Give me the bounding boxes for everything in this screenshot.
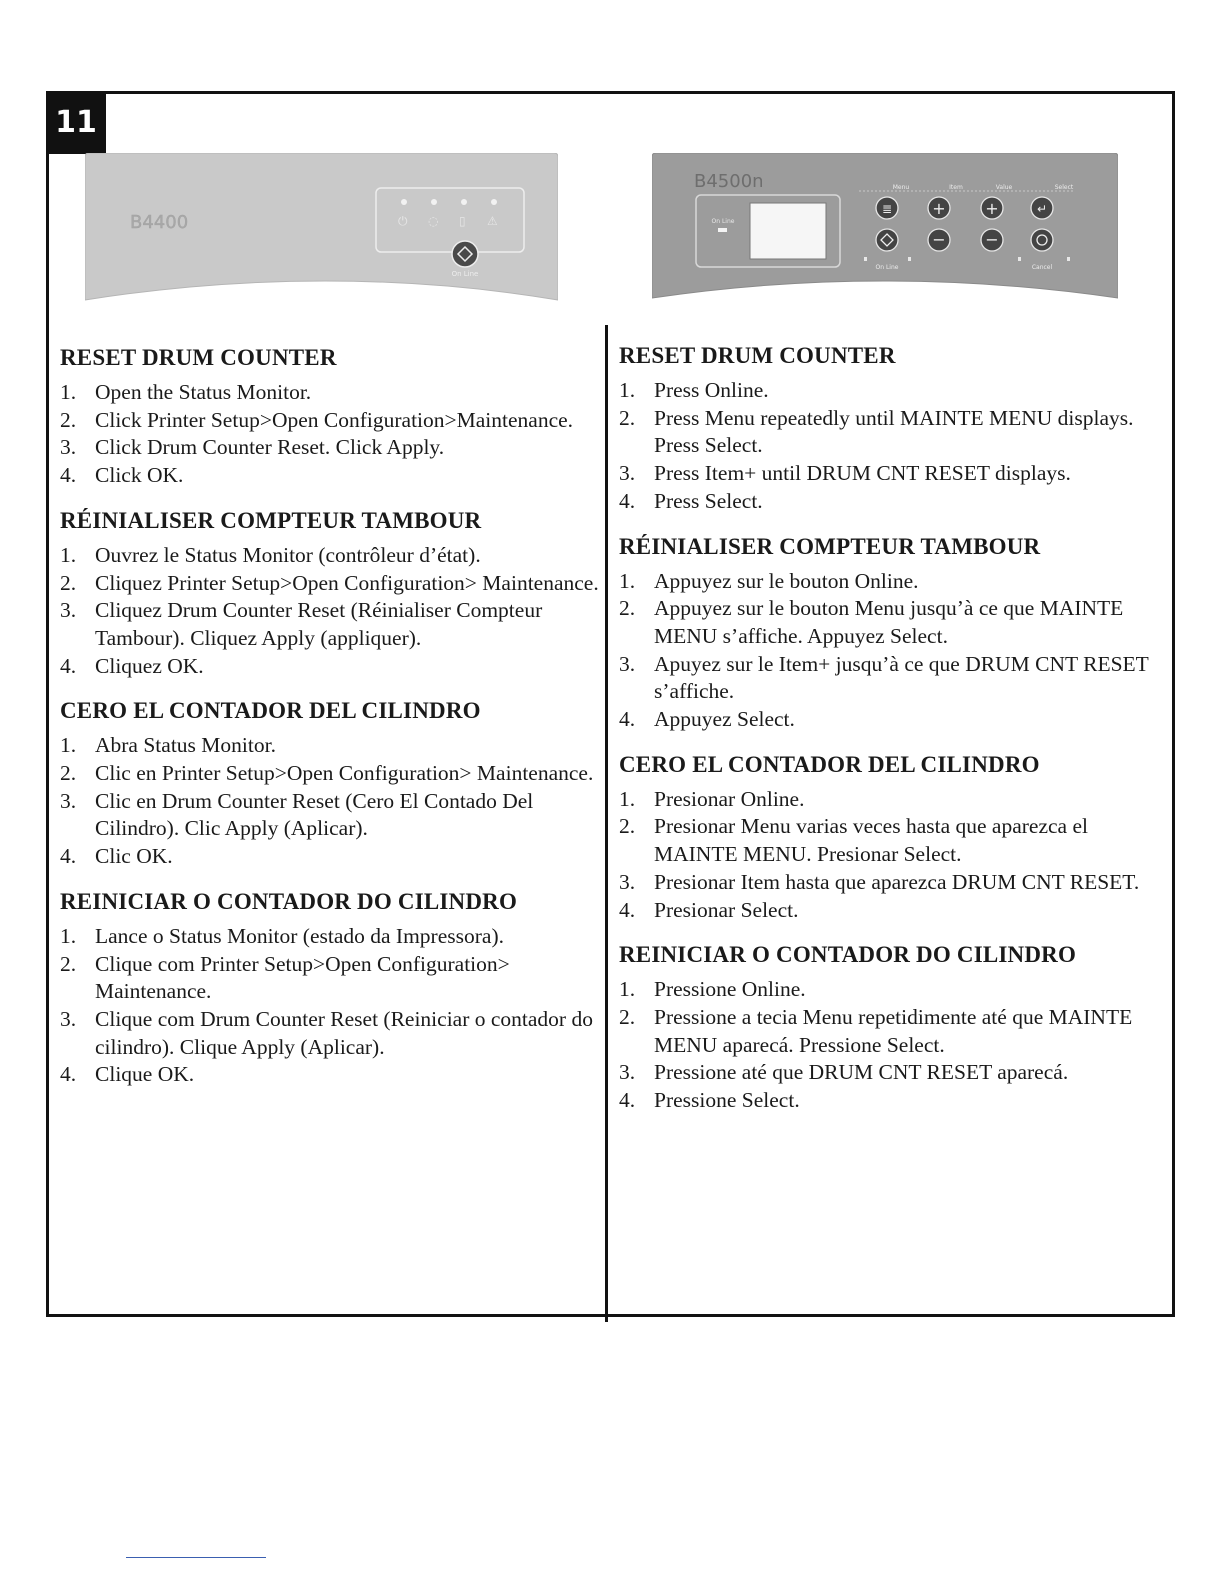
step-number: 3. [60, 598, 77, 623]
step-number: 3. [60, 435, 77, 460]
step-item [60, 597, 605, 652]
step-item [60, 843, 605, 871]
step-number: 3. [619, 1060, 636, 1085]
step-text: Pressione Select. [654, 1088, 800, 1113]
b4400-online-label: On Line [451, 270, 479, 278]
step-number: 3. [619, 461, 636, 486]
online-led [718, 228, 727, 232]
item-label: Item [949, 184, 963, 191]
step-list [60, 923, 605, 1089]
step-text: Pressione a tecia Menu repetidimente até que MAINTE MENU aparecá. Pressione Select. [654, 1004, 1133, 1057]
step-number: 3. [60, 1006, 77, 1031]
left-instructions [60, 343, 605, 1105]
step-number: 1. [619, 378, 636, 402]
step-text: Click OK. [95, 463, 184, 488]
step-number: 4. [60, 653, 77, 678]
step-number: 2. [60, 951, 77, 976]
step-number: 1. [619, 786, 636, 811]
step-number: 4. [619, 897, 636, 922]
cancel-label: Cancel [1031, 264, 1053, 271]
step-item [60, 653, 605, 681]
step-text: Cliquez Printer Setup>Open Configuration> Maintenance. [95, 570, 599, 595]
step-number: 2. [619, 1004, 636, 1029]
footer-rule [126, 1557, 266, 1558]
step-text: Clic OK. [95, 844, 173, 869]
step-number: 4. [60, 844, 77, 869]
instruction-section [619, 750, 1164, 925]
b4500n-model-label: B4500n [694, 171, 764, 192]
step-text: Abra Status Monitor. [95, 733, 276, 758]
step-text: Presionar Select. [654, 897, 799, 922]
section-title: RESET DRUM COUNTER [619, 343, 896, 368]
step-item [60, 1061, 605, 1089]
step-item [60, 542, 605, 570]
b4500n-online-led-label: On Line [711, 218, 735, 225]
step-list [619, 568, 1164, 734]
step-text: Presionar Item hasta que aparezca DRUM CNT RESET. [654, 869, 1140, 894]
step-text: Appuyez sur le bouton Online. [654, 568, 919, 593]
plus-icon: + [932, 199, 946, 218]
step-text: Clic en Printer Setup>Open Configuration> Maintenance. [95, 761, 594, 786]
indicator-led [864, 257, 867, 261]
warning-icon: ⚠ [487, 214, 498, 228]
menu-icon: ≣ [881, 202, 893, 216]
right-instructions [619, 341, 1164, 1131]
step-text: Appuyez Select. [654, 707, 795, 732]
step-number: 2. [619, 596, 636, 621]
instruction-section [619, 341, 1164, 516]
value-label: Value [995, 184, 1013, 191]
step-item [619, 488, 1164, 516]
instruction-section [60, 343, 605, 490]
step-item [619, 813, 1164, 868]
plus-icon: + [985, 199, 999, 218]
instruction-section [60, 887, 605, 1089]
step-number: 1. [60, 923, 77, 948]
step-list [619, 377, 1164, 516]
ready-icon: ◌ [428, 214, 439, 228]
step-number: 1. [60, 733, 77, 758]
step-item [619, 869, 1164, 897]
step-number: 1. [619, 977, 636, 1002]
step-item [619, 405, 1164, 460]
indicator-led [1018, 257, 1021, 261]
select-label: Select [1054, 184, 1074, 191]
b4500n-online-label: On Line [875, 264, 899, 271]
step-item [619, 568, 1164, 596]
step-item [60, 462, 605, 490]
step-number: 4. [619, 707, 636, 732]
step-item [619, 1087, 1164, 1115]
b4500n-control-panel [652, 153, 1118, 301]
step-item [619, 706, 1164, 734]
step-number: 4. [60, 463, 77, 488]
step-number: 4. [619, 488, 636, 513]
online-button [452, 241, 478, 267]
step-list [619, 976, 1164, 1115]
step-number-badge: 11 [46, 91, 106, 154]
section-title: REINICIAR O CONTADOR DO CILINDRO [60, 888, 518, 914]
step-number: 4. [60, 1062, 77, 1087]
step-number: 2. [60, 570, 77, 595]
step-text: Press Select. [654, 488, 763, 513]
step-number: 1. [60, 542, 77, 567]
section-title: CERO EL CONTADOR DEL CILINDRO [60, 698, 481, 724]
step-item [60, 760, 605, 788]
led-ready [431, 199, 437, 205]
paper-icon: ▯ [459, 214, 466, 228]
step-text: Open the Status Monitor. [95, 380, 312, 404]
step-list [60, 732, 605, 871]
step-text: Pressione até que DRUM CNT RESET aparecá. [654, 1060, 1069, 1085]
instruction-section [619, 940, 1164, 1115]
step-text: Clic en Drum Counter Reset (Cero El Contado Del Cilindro). Clic Apply (Aplicar). [95, 788, 534, 841]
step-text: Press Online. [654, 378, 769, 402]
step-text: Apuyez sur le Item+ jusqu’à ce que DRUM CNT RESET s’affiche. [654, 651, 1149, 704]
minus-icon: − [932, 230, 946, 249]
step-text: Appuyez sur le bouton Menu jusqu’à ce que MAINTE MENU s’affiche. Appuyez Select. [654, 596, 1124, 648]
step-number: 2. [619, 405, 636, 430]
step-text: Cliquez Drum Counter Reset (Réinialiser Compteur Tambour). Cliquez Apply (appliquer). [95, 598, 543, 650]
led-power [401, 199, 407, 205]
enter-icon: ↵ [1036, 202, 1048, 216]
section-title: RESET DRUM COUNTER [60, 345, 337, 370]
step-number: 2. [619, 814, 636, 839]
step-text: Clique OK. [95, 1062, 195, 1087]
led-paper [461, 199, 467, 205]
b4400-model-label: B4400 [130, 212, 189, 233]
step-item [60, 732, 605, 760]
step-number: 2. [60, 407, 77, 432]
instruction-section [60, 696, 605, 871]
step-number: 4. [619, 1088, 636, 1113]
menu-label: Menu [892, 184, 910, 191]
step-item [60, 951, 605, 1006]
section-title: RÉINIALISER COMPTEUR TAMBOUR [619, 533, 1041, 559]
step-number: 1. [60, 380, 77, 404]
step-text: Presionar Menu varias veces hasta que aparezca el MAINTE MENU. Presionar Select. [654, 814, 1088, 867]
step-text: Presionar Online. [654, 786, 805, 811]
step-text: Press Item+ until DRUM CNT RESET displays. [654, 461, 1071, 486]
b4400-control-panel [85, 153, 558, 301]
step-item [60, 570, 605, 598]
step-text: Pressione Online. [654, 977, 806, 1002]
led-alert [491, 199, 497, 205]
step-list [619, 786, 1164, 925]
step-text: Click Drum Counter Reset. Click Apply. [95, 435, 445, 460]
instruction-section [619, 532, 1164, 734]
step-number: 1. [619, 568, 636, 593]
cancel-button [1031, 229, 1053, 251]
step-item [619, 595, 1164, 650]
step-list [60, 379, 605, 490]
section-title: CERO EL CONTADOR DEL CILINDRO [619, 751, 1040, 777]
online-button [876, 229, 898, 251]
step-item [619, 897, 1164, 925]
indicator-led [908, 257, 911, 261]
step-item [619, 377, 1164, 405]
step-item [60, 788, 605, 843]
step-text: Lance o Status Monitor (estado da Impressora). [95, 923, 504, 948]
step-item [619, 460, 1164, 488]
minus-icon: − [985, 230, 999, 249]
power-icon: ⏻ [398, 214, 408, 228]
section-title: RÉINIALISER COMPTEUR TAMBOUR [60, 507, 482, 533]
step-item [619, 651, 1164, 706]
step-item [60, 434, 605, 462]
step-text: Press Menu repeatedly until MAINTE MENU displays. Press Select. [654, 405, 1134, 458]
step-number: 2. [60, 761, 77, 786]
step-text: Clique com Drum Counter Reset (Reiniciar o contador do cilindro). Clique Apply (Aplicar). [95, 1006, 593, 1059]
step-text: Clique com Printer Setup>Open Configuration> Maintenance. [95, 951, 510, 1004]
step-text: Click Printer Setup>Open Configuration>Maintenance. [95, 407, 574, 432]
indicator-led [1067, 257, 1070, 261]
lcd-display [750, 203, 826, 259]
step-number: 3. [619, 869, 636, 894]
step-item [60, 923, 605, 951]
step-item [60, 407, 605, 435]
section-title: REINICIAR O CONTADOR DO CILINDRO [619, 942, 1077, 968]
step-text: Ouvrez le Status Monitor (contrôleur d’état). [95, 542, 481, 567]
step-text: Cliquez OK. [95, 653, 204, 678]
step-item [619, 1059, 1164, 1087]
step-item [619, 786, 1164, 814]
step-item [619, 976, 1164, 1004]
step-list [60, 542, 605, 681]
instruction-section [60, 506, 605, 681]
step-item [60, 379, 605, 407]
column-divider [605, 325, 608, 1322]
step-number: 3. [60, 788, 77, 813]
step-item [619, 1004, 1164, 1059]
step-number: 3. [619, 651, 636, 676]
step-item [60, 1006, 605, 1061]
